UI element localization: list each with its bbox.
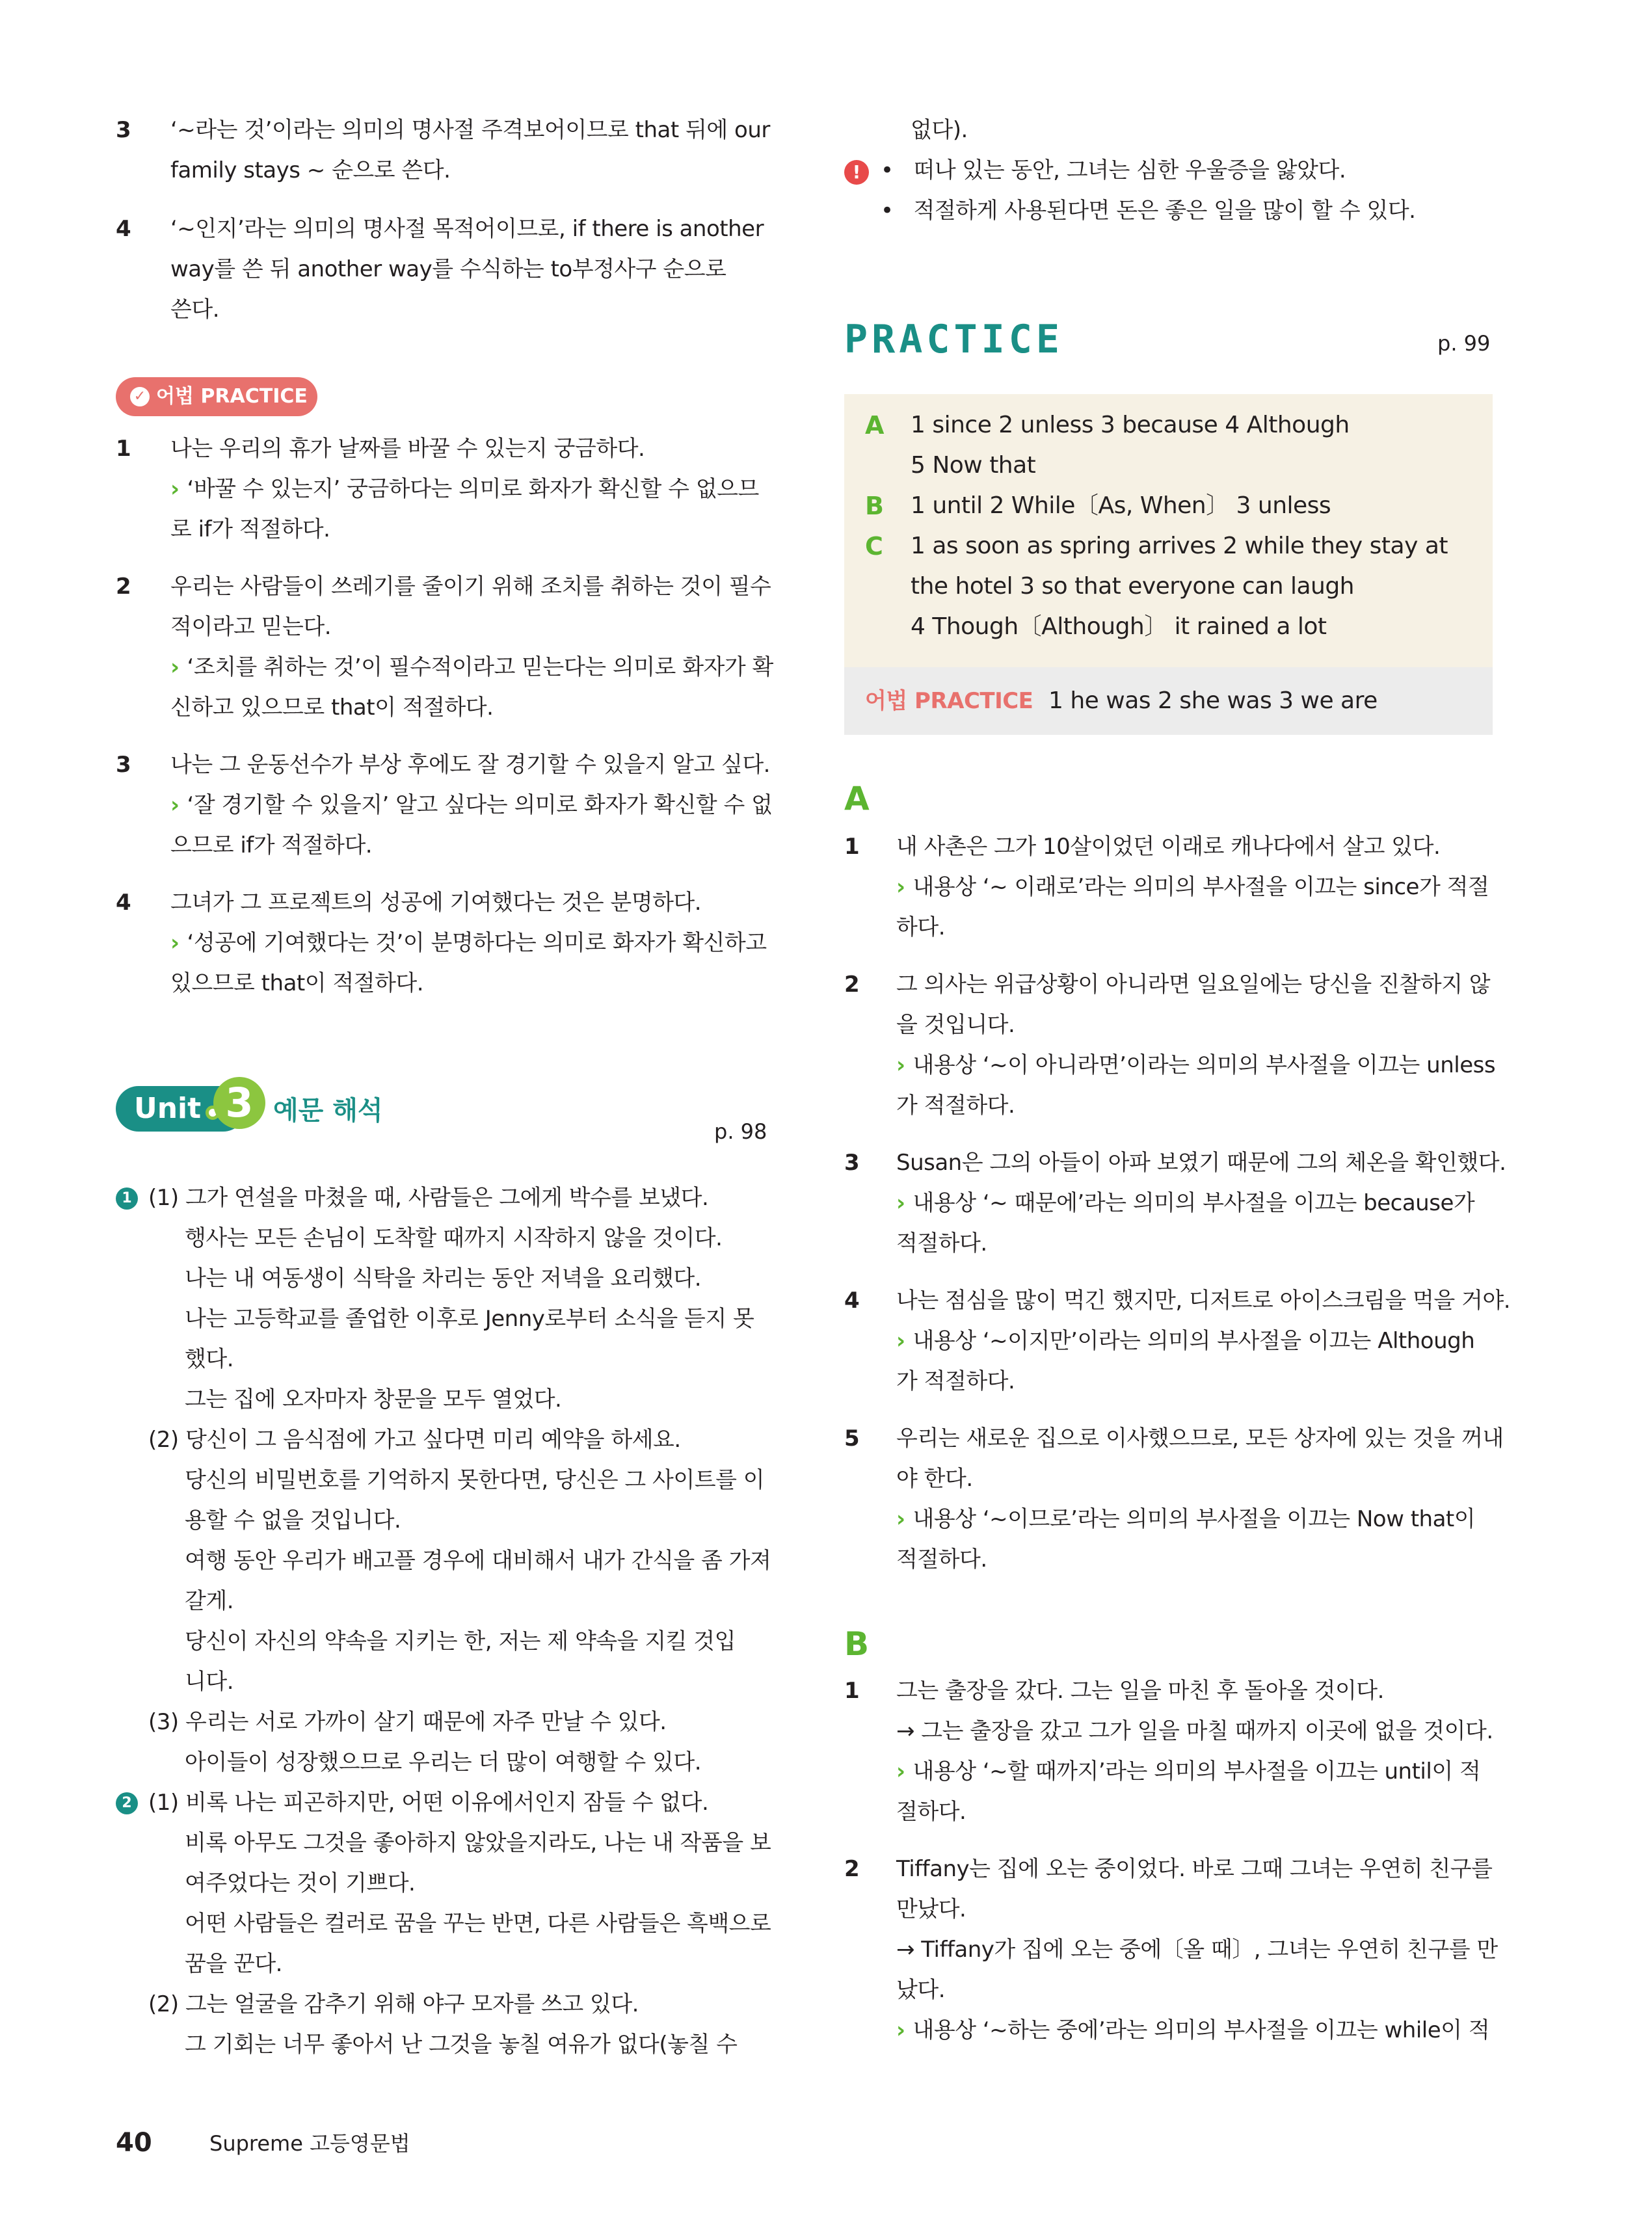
answer-line: 1 since 2 unless 3 because 4 Although [911, 412, 1350, 438]
unit-title: 예문 해석 [273, 1096, 383, 1126]
chevron-right-icon: › [170, 654, 180, 680]
explanation-line: 하다. [896, 914, 945, 940]
page-number: 40 [116, 2128, 152, 2158]
explanation-line: 있으므로 that이 적절하다. [170, 970, 424, 996]
chevron-right-icon: › [896, 1506, 905, 1532]
item-number: 1 [844, 834, 860, 860]
text-line: 우리는 사람들이 쓰레기를 줄이기 위해 조치를 취하는 것이 필수 [170, 574, 771, 600]
example-line: (1) 그가 연설을 마쳤을 때, 사람들은 그에게 박수를 보냈다. [148, 1185, 709, 1211]
example-number-badge: 2 [116, 1792, 138, 1814]
example-line: 당신이 자신의 약속을 지키는 한, 저는 제 약속을 지킬 것입 [185, 1628, 736, 1654]
page-reference: p. 99 [1437, 331, 1491, 356]
explanation-line: › 내용상 ‘~하는 중에’라는 의미의 부사절을 이끄는 while이 적 [896, 2017, 1490, 2043]
text-line: 우리는 새로운 집으로 이사했으므로, 모든 상자에 있는 것을 꺼내 [896, 1426, 1504, 1452]
example-line: 나는 내 여동생이 식탁을 차리는 동안 저녁을 요리했다. [185, 1266, 702, 1292]
explanation-line: 적절하다. [896, 1546, 987, 1572]
text-line: family stays ~ 순으로 쓴다. [170, 157, 451, 183]
example-line: 비록 아무도 그것을 좋아하지 않았을지라도, 나는 내 작품을 보 [185, 1830, 771, 1856]
example-line: 그는 집에 오자마자 창문을 모두 열었다. [185, 1386, 562, 1412]
text-line: ‘~라는 것’이라는 의미의 명사절 주격보어이므로 that 뒤에 our [170, 117, 770, 143]
explanation-line: 신하고 있으므로 that이 적절하다. [170, 695, 494, 721]
answer-line: 1 as soon as spring arrives 2 while they stay at [911, 533, 1448, 559]
example-line: 나는 고등학교를 졸업한 이후로 Jenny로부터 소식을 듣지 못 [185, 1306, 754, 1332]
example-line: 아이들이 성장했으므로 우리는 더 많이 여행할 수 있다. [185, 1749, 702, 1775]
chevron-right-icon: › [896, 2017, 905, 2043]
example-line: 여행 동안 우리가 배고플 경우에 대비해서 내가 간식을 좀 가져 [185, 1548, 771, 1574]
chevron-right-icon: › [170, 930, 180, 956]
book-title: Supreme 고등영문법 [209, 2131, 410, 2156]
explanation-line: 로 if가 적절하다. [170, 516, 330, 542]
unit-number: 3 [213, 1077, 265, 1129]
chevron-right-icon: › [896, 1052, 905, 1078]
explanation-line: › ‘성공에 기여했다는 것’이 분명하다는 의미로 화자가 확신하고 [170, 930, 767, 956]
text-line: ‘~인지’라는 의미의 명사절 목적어이므로, if there is another [170, 216, 764, 242]
answer-section-letter: B [865, 492, 884, 520]
item-number: 3 [116, 117, 131, 143]
explanation-line: › 내용상 ‘~이 아니라면’이라는 의미의 부사절을 이끄는 unless [896, 1052, 1496, 1078]
answer-line: 1 until 2 While〔As, When〕 3 unless [911, 492, 1331, 519]
text-line: 야 한다. [896, 1466, 973, 1492]
usage-answers: 1 he was 2 she was 3 we are [1048, 687, 1378, 714]
text-line: 나는 그 운동선수가 부상 후에도 잘 경기할 수 있을지 알고 싶다. [170, 752, 770, 778]
item-number: 2 [844, 1856, 860, 1882]
answer-line: the hotel 3 so that everyone can laugh [911, 573, 1354, 600]
explanation-line: › 내용상 ‘~이지만’이라는 의미의 부사절을 이끄는 Although [896, 1328, 1475, 1354]
text-line: 났다. [896, 1977, 945, 2003]
example-line: 여주었다는 것이 기쁘다. [185, 1870, 416, 1896]
chevron-right-icon: › [896, 1190, 905, 1216]
chevron-right-icon: › [170, 476, 180, 502]
example-line: 니다. [185, 1669, 233, 1695]
text-line: 나는 점심을 많이 먹긴 했지만, 디저트로 아이스크림을 먹을 거야. [896, 1288, 1511, 1314]
usage-answer-label: 어법 PRACTICE [865, 688, 1033, 714]
item-number: 1 [116, 436, 131, 462]
item-number: 4 [116, 890, 131, 916]
text-line: 내 사촌은 그가 10살이었던 이래로 캐나다에서 살고 있다. [896, 834, 1441, 860]
example-number-badge: 1 [116, 1187, 138, 1210]
explanation-line: 절하다. [896, 1799, 966, 1825]
text-line: Susan은 그의 아들이 아파 보였기 때문에 그의 체온을 확인했다. [896, 1150, 1506, 1176]
text-line: way를 쓴 뒤 another way를 수식하는 to부정사구 순으로 [170, 256, 726, 282]
text-line: → Tiffany가 집에 오는 중에〔올 때〕, 그녀는 우연히 친구를 만 [896, 1937, 1498, 1963]
item-number: 3 [844, 1150, 860, 1176]
chevron-right-icon: › [896, 1328, 905, 1354]
chevron-right-icon: › [170, 792, 180, 818]
answer-line: 4 Though〔Although〕 it rained a lot [911, 613, 1327, 640]
warning-icon: ! [844, 160, 869, 185]
usage-practice-badge [116, 377, 317, 416]
item-number: 2 [116, 574, 131, 600]
explanation-line: › ‘잘 경기할 수 있을지’ 알고 싶다는 의미로 화자가 확신할 수 없 [170, 792, 773, 818]
text-line: 그는 출장을 갔다. 그는 일을 마친 후 돌아올 것이다. [896, 1678, 1384, 1704]
example-line: 용할 수 없을 것입니다. [185, 1507, 401, 1533]
example-line: 갈게. [185, 1588, 233, 1614]
item-number: 4 [116, 216, 131, 242]
section-heading: B [844, 1625, 870, 1663]
text-line: 그 의사는 위급상황이 아니라면 일요일에는 당신을 진찰하지 않 [896, 972, 1491, 998]
text-line: 쓴다. [170, 297, 219, 323]
text-line: → 그는 출장을 갔고 그가 일을 마칠 때까지 이곳에 없을 것이다. [896, 1718, 1493, 1744]
explanation-line: › 내용상 ‘~이므로’라는 의미의 부사절을 이끄는 Now that이 [896, 1506, 1476, 1532]
practice-title: PRACTICE [844, 317, 1063, 362]
example-line: (2) 그는 얼굴을 감추기 위해 야구 모자를 쓰고 있다. [148, 1991, 639, 2017]
text-line: 만났다. [896, 1896, 966, 1922]
chevron-right-icon: › [896, 1758, 905, 1784]
example-line: (2) 당신이 그 음식점에 가고 싶다면 미리 예약을 하세요. [148, 1427, 681, 1453]
text-line: Tiffany는 집에 오는 중이었다. 바로 그때 그녀는 우연히 친구를 [896, 1856, 1493, 1882]
example-line: 그 기회는 너무 좋아서 난 그것을 놓칠 여유가 없다(놓칠 수 [185, 2032, 738, 2058]
explanation-line: › ‘조치를 취하는 것’이 필수적이라고 믿는다는 의미로 화자가 확 [170, 654, 773, 680]
note-line: • 떠나 있는 동안, 그녀는 심한 우울증을 앓았다. [881, 157, 1346, 183]
item-number: 5 [844, 1426, 860, 1452]
answer-section-letter: A [865, 411, 885, 440]
item-number: 2 [844, 972, 860, 998]
note-line: • 적절하게 사용된다면 돈은 좋은 일을 많이 할 수 있다. [881, 198, 1416, 224]
explanation-line: › 내용상 ‘~할 때까지’라는 의미의 부사절을 이끄는 until이 적 [896, 1758, 1481, 1784]
explanation-line: 가 적절하다. [896, 1093, 1015, 1119]
text-line: 그녀가 그 프로젝트의 성공에 기여했다는 것은 분명하다. [170, 890, 702, 916]
page-reference: p. 98 [714, 1119, 767, 1144]
explanation-line: › ‘바꿀 수 있는지’ 궁금하다는 의미로 화자가 확신할 수 없으므 [170, 476, 759, 502]
text-line: 없다). [911, 117, 968, 143]
text-line: 나는 우리의 휴가 날짜를 바꿀 수 있는지 궁금하다. [170, 436, 645, 462]
text-line: 을 것입니다. [896, 1012, 1015, 1038]
example-line: 했다. [185, 1346, 233, 1372]
example-line: 어떤 사람들은 컬러로 꿈을 꾸는 반면, 다른 사람들은 흑백으로 [185, 1911, 771, 1937]
item-number: 4 [844, 1288, 860, 1314]
unit-badge: Unit [116, 1086, 246, 1132]
explanation-line: 가 적절하다. [896, 1368, 1015, 1394]
check-icon: ✓ [130, 387, 150, 406]
example-line: 꿈을 꾼다. [185, 1951, 282, 1977]
example-line: 행사는 모든 손님이 도착할 때까지 시작하지 않을 것이다. [185, 1225, 723, 1251]
badge-label: 어법 PRACTICE [156, 385, 308, 408]
answer-line: 5 Now that [911, 452, 1036, 479]
chevron-right-icon: › [896, 874, 905, 900]
example-line: (1) 비록 나는 피곤하지만, 어떤 이유에서인지 잠들 수 없다. [148, 1790, 709, 1816]
item-number: 3 [116, 752, 131, 778]
example-line: 당신의 비밀번호를 기억하지 못한다면, 당신은 그 사이트를 이 [185, 1467, 765, 1493]
item-number: 1 [844, 1678, 860, 1704]
explanation-line: › 내용상 ‘~ 때문에’라는 의미의 부사절을 이끄는 because가 [896, 1190, 1475, 1216]
explanation-line: 으므로 if가 적절하다. [170, 832, 373, 858]
section-heading: A [844, 780, 870, 817]
text-line: 적이라고 믿는다. [170, 614, 332, 640]
explanation-line: 적절하다. [896, 1230, 987, 1256]
explanation-line: › 내용상 ‘~ 이래로’라는 의미의 부사절을 이끄는 since가 적절 [896, 874, 1489, 900]
example-line: (3) 우리는 서로 가까이 살기 때문에 자주 만날 수 있다. [148, 1709, 667, 1735]
answer-section-letter: C [865, 532, 883, 561]
